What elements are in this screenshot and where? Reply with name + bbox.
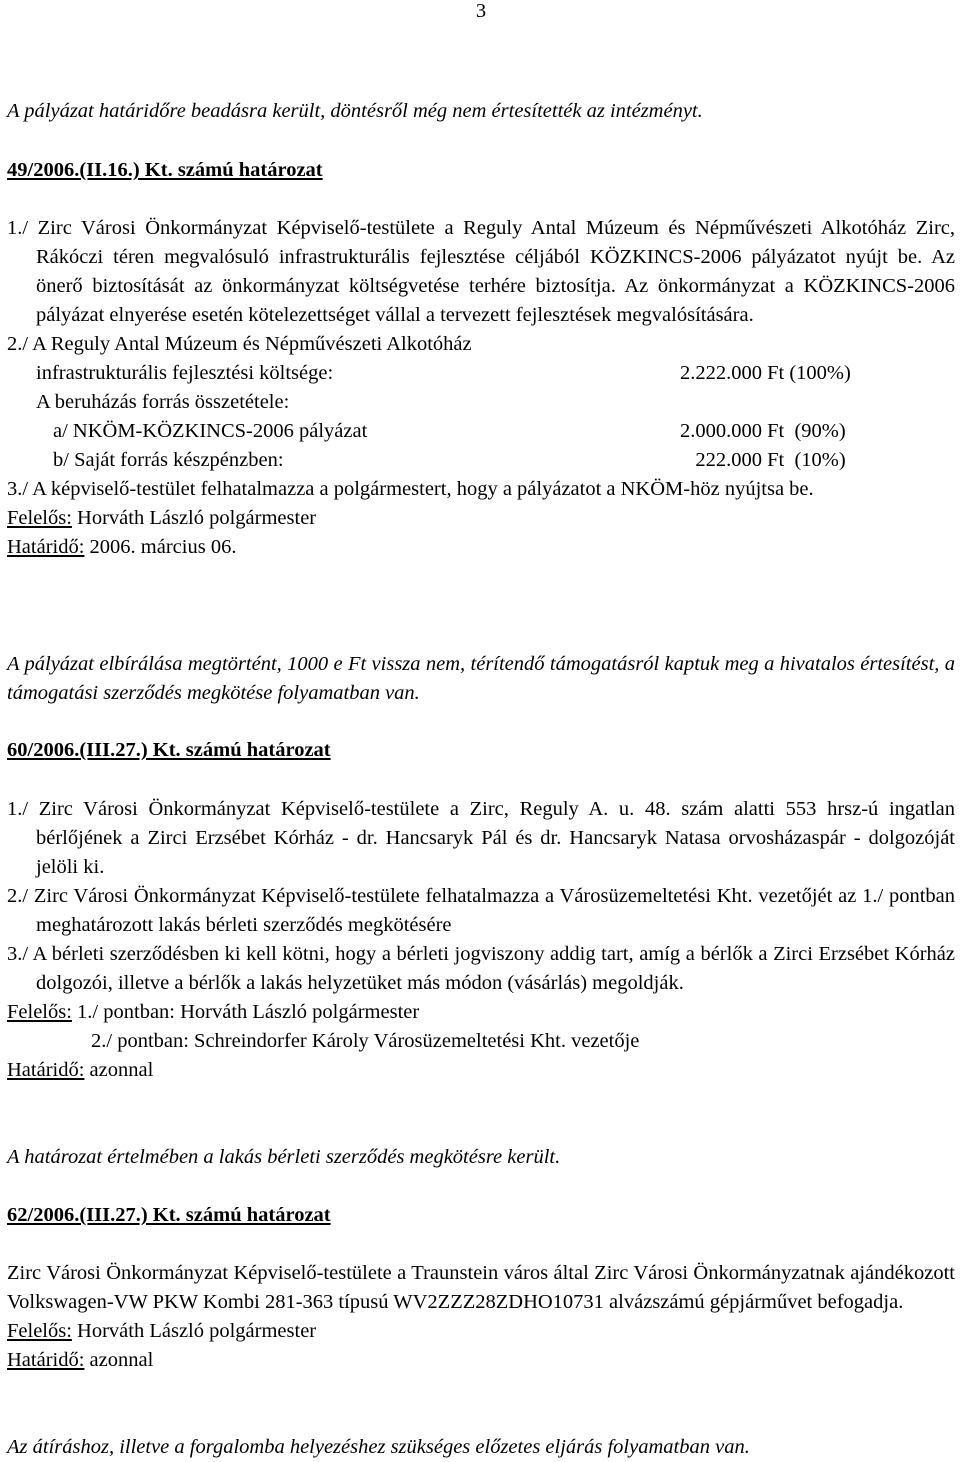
status-paragraph-3: A határozat értelmében a lakás bérleti szerződés megkötésre került. [7, 1146, 561, 1168]
deadline-label: Határidő: [7, 1349, 85, 1371]
res60-item-3: 3./ A bérleti szerződésben ki kell kötni, hogy a bérleti jogviszony addig tart, amíg a bérlők a Zirci Erzsébet Kórház dolgozói, illetve a bérlők a lakás helyzetüket más módon (vásárlás) megoldják. [7, 943, 955, 994]
page-number: 3 [475, 0, 487, 22]
responsible-value-1: 1./ pontban: Horváth László polgármester [71, 1001, 420, 1023]
deadline-value: azonnal [84, 1349, 154, 1371]
res49-deadline [7, 533, 955, 562]
res49-responsible [7, 504, 955, 533]
res60-deadline [7, 1056, 955, 1085]
responsible-label: Felelős: [7, 1001, 72, 1023]
res62-deadline [7, 1346, 955, 1375]
res60-item-2: 2./ Zirc Városi Önkormányzat Képviselő-testülete felhatalmazza a Városüzemeltetési Kht. vezetőjét az 1./ pontban meghatározott lakás bérleti szerződés megkötésére [7, 885, 955, 936]
resolution-title-60: 60/2006.(III.27.) Kt. számú határozat [7, 739, 331, 761]
deadline-value: 2006. március 06. [84, 536, 237, 558]
res62-responsible [7, 1317, 955, 1346]
resolution-title-62: 62/2006.(III.27.) Kt. számú határozat [7, 1204, 331, 1226]
source-b-value: 222.000 Ft (10%) [680, 449, 846, 471]
status-paragraph-1: A pályázat határidőre beadásra került, döntésről még nem értesítették az intézményt. [7, 100, 703, 122]
res49-source-a-row [7, 417, 955, 446]
responsible-label: Felelős: [7, 507, 72, 529]
responsible-value: Horváth László polgármester [71, 1320, 317, 1342]
resolution-title-49: 49/2006.(II.16.) Kt. számú határozat [7, 159, 323, 181]
deadline-label: Határidő: [7, 1059, 85, 1081]
resolution-62-body [7, 1259, 955, 1375]
res49-cost-row [7, 359, 955, 388]
res49-item-3: 3./ A képviselő-testület felhatalmazza a polgármestert, hogy a pályázatot a NKÖM-höz nyújtsa be. [7, 478, 814, 500]
source-b-label: b/ Saját forrás készpénzben: [53, 449, 284, 471]
res60-item-1: 1./ Zirc Városi Önkormányzat Képviselő-testülete a Zirc, Reguly A. u. 48. szám alatti 553 hrsz-ú ingatlan bérlőjének a Zirci Erzsébet Kórház - dr. Hancsaryk Pál és dr. Hancsaryk Natasa orvosházaspár - dolgozóját jelöli ki. [7, 798, 955, 878]
responsible-value: Horváth László polgármester [71, 507, 317, 529]
deadline-value: azonnal [84, 1059, 154, 1081]
resolution-60-body [7, 795, 955, 1085]
responsible-label: Felelős: [7, 1320, 72, 1342]
deadline-label: Határidő: [7, 536, 85, 558]
res49-item-1: 1./ Zirc Városi Önkormányzat Képviselő-testülete a Reguly Antal Múzeum és Népművészeti Alkotóház Zirc, Rákóczi téren megvalósuló infrastrukturális fejlesztése céljából KÖZKINCS-2006 pályázatot nyújt be. Az önerő biztosítását az önkormányzat költségvetése terhére biztosítja. Az önkormányzat a KÖZKINCS-2006 pályázat elnyerése esetén kötelezettséget vállal a tervezett fejlesztések megvalósítására. [7, 217, 955, 326]
res49-source-b-row [7, 446, 955, 475]
res60-responsible [7, 998, 955, 1027]
source-a-value: 2.000.000 Ft (90%) [680, 420, 846, 442]
status-paragraph-2: A pályázat elbírálása megtörtént, 1000 e Ft vissza nem, térítendő támogatásról kaptuk meg a hivatalos értesítést, a támogatási szerződés megkötése folyamatban van. [7, 653, 955, 704]
status-paragraph-4: Az átíráshoz, illetve a forgalomba helyezéshez szükséges előzetes eljárás folyamatban van. [7, 1436, 750, 1458]
cost-value: 2.222.000 Ft (100%) [680, 362, 851, 384]
resolution-49-body [7, 214, 955, 562]
res62-body: Zirc Városi Önkormányzat Képviselő-testülete a Traunstein város által Zirc Városi Önkormányzatnak ajándékozott Volkswagen-VW PKW Kombi 281-363 típusú WV2ZZZ28ZDHO10731 alvázszámú gépjárművet befogadja. [7, 1262, 955, 1313]
source-composition-label: A beruházás forrás összetétele: [36, 391, 290, 413]
source-a-label: a/ NKÖM-KÖZKINCS-2006 pályázat [53, 420, 368, 442]
cost-label: infrastrukturális fejlesztési költsége: [36, 362, 334, 384]
res49-item-2-heading: 2./ A Reguly Antal Múzeum és Népművészeti Alkotóház [7, 333, 472, 355]
responsible-value-2: 2./ pontban: Schreindorfer Károly Városüzemeltetési Kht. vezetője [91, 1030, 640, 1052]
